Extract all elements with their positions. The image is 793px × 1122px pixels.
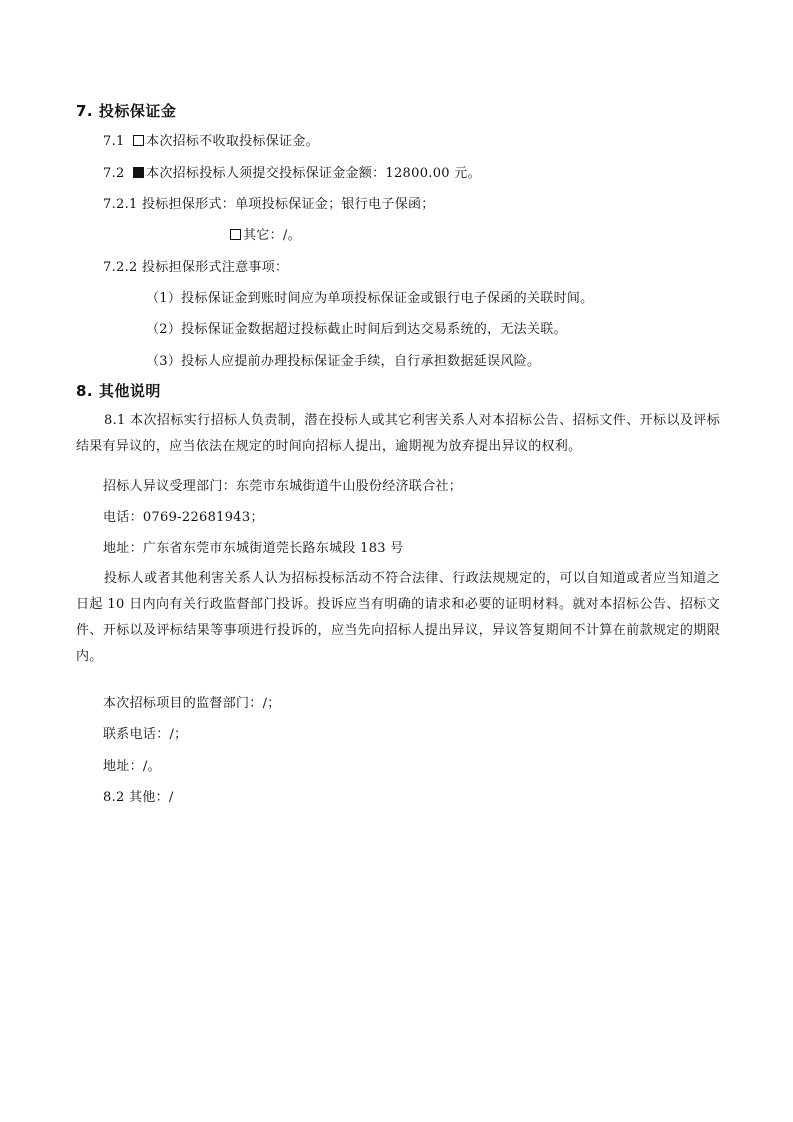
item-7-2-text: 本次招标投标人须提交投标保证金金额：12800.00 元。 [146, 166, 481, 181]
objection-address: 地址：广东省东莞市东城街道莞长路东城段 183 号 [103, 541, 404, 556]
item-7-2 [103, 164, 481, 184]
item-7-1-text: 本次招标不收取投标保证金。 [146, 134, 319, 149]
item-7-2-2: 7.2.2 投标担保形式注意事项： [103, 260, 289, 275]
objection-phone: 电话：0769-22681943； [103, 510, 264, 525]
item-7-1-number: 7.1 [103, 134, 125, 149]
item-other-text: 其它：/。 [243, 228, 301, 243]
item-7-2-number: 7.2 [103, 166, 125, 181]
supervisor-department: 本次招标项目的监督部门：/； [103, 696, 281, 711]
item-7-1 [103, 132, 319, 152]
supervisor-address: 地址：/。 [103, 759, 161, 774]
paragraph-complaint: 投标人或者其他利害关系人认为招标投标活动不符合法律、行政法规规定的，可以自知道或者应当知道之日起 10 日内向有关行政监督部门投诉。投诉应当有明确的请求和必要的证明材料。就对本招标公告、招标文件、开标以及评标结果等事项进行投诉的，应当先向招标人提出异议，异议答复期间不计算在前款规定的期限内。 [76, 571, 720, 664]
supervisor-phone: 联系电话：/； [103, 727, 188, 742]
item-8-2: 8.2 其他：/ [103, 790, 174, 805]
section-7-heading: 7. 投标保证金 [76, 102, 177, 120]
unchecked-checkbox-icon [133, 135, 144, 146]
note-2: （2）投标保证金数据超过投标截止时间后到达交易系统的，无法关联。 [146, 322, 567, 337]
item-7-2-1: 7.2.1 投标担保形式：单项投标保证金；银行电子保函； [103, 197, 435, 212]
paragraph-8-1: 8.1 本次招标实行招标人负责制，潜在投标人或其它利害关系人对本招标公告、招标文件、开标以及评标结果有异议的，应当依法在规定的时间向招标人提出，逾期视为放弃提出异议的权利。 [76, 413, 720, 454]
checked-checkbox-icon [133, 167, 144, 178]
note-3: （3）投标人应提前办理投标保证金手续，自行承担数据延误风险。 [146, 354, 541, 369]
section-8-heading: 8. 其他说明 [76, 382, 161, 400]
objection-department: 招标人异议受理部门：东莞市东城街道牛山股份经济联合社； [103, 479, 463, 494]
note-1: （1）投标保证金到账时间应为单项投标保证金或银行电子保函的关联时间。 [146, 291, 594, 306]
item-other-guarantee [226, 226, 301, 246]
unchecked-checkbox-icon [230, 229, 241, 240]
